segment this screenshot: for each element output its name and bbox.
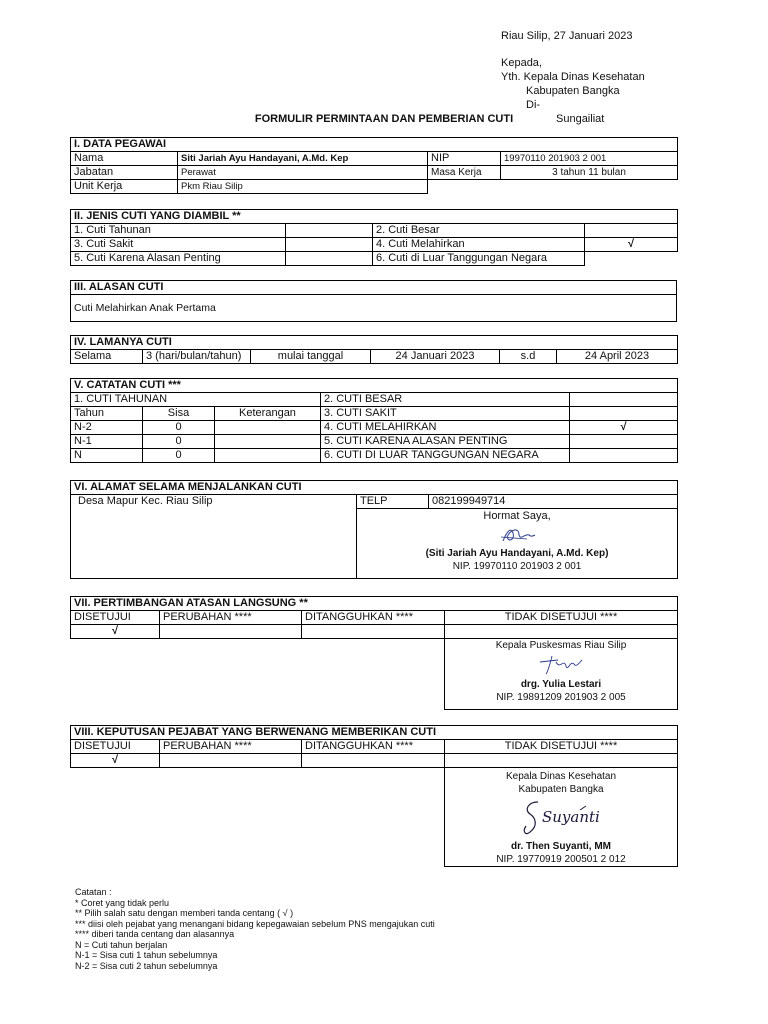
- supervisor-signature: [536, 652, 586, 678]
- section-heading: IV. LAMANYA CUTI: [71, 336, 678, 350]
- checkbox-cell[interactable]: [585, 224, 678, 238]
- section-heading: I. DATA PEGAWAI: [71, 138, 678, 152]
- leave-record-label: 2. CUTI BESAR: [321, 393, 570, 407]
- applicant-name: (Siti Jariah Ayu Handayani, A.Md. Kep): [425, 548, 609, 559]
- field-label: s.d: [500, 350, 557, 364]
- section-heading: II. JENIS CUTI YANG DIAMBIL **: [71, 210, 678, 224]
- note-line: N-1 = Sisa cuti 1 tahun sebelumnya: [75, 950, 218, 960]
- field-label: mulai tanggal: [251, 350, 371, 364]
- year-cell: N: [71, 449, 143, 463]
- leave-option: 1. Cuti Tahunan: [71, 224, 286, 238]
- table-row: [71, 435, 678, 449]
- option-header: DISETUJUI: [71, 740, 160, 754]
- official-signature: [516, 796, 606, 840]
- note-line: N = Cuti tahun berjalan: [75, 939, 168, 950]
- leave-option: 3. Cuti Sakit: [71, 238, 286, 252]
- checkbox-cell[interactable]: [160, 754, 302, 768]
- employee-nip: 19970110 201903 2 001: [501, 152, 678, 166]
- closing-text: Hormat Saya,: [483, 510, 551, 522]
- section-jenis-cuti: [70, 209, 678, 266]
- leave-record-label: 3. CUTI SAKIT: [321, 407, 570, 421]
- letter-header: [501, 29, 645, 126]
- checkbox-cell[interactable]: [445, 754, 678, 768]
- footnotes: [75, 887, 435, 971]
- duration-value: 3 (hari/bulan/tahun): [143, 350, 251, 364]
- section-lamanya-cuti: [70, 335, 678, 364]
- start-date: 24 Januari 2023: [371, 350, 500, 364]
- column-header: Keterangan: [215, 407, 321, 421]
- year-cell: N-1: [71, 435, 143, 449]
- recipient-line: Di-: [526, 99, 541, 111]
- checkbox-cell[interactable]: [302, 754, 445, 768]
- employee-unit: Pkm Riau Silip: [178, 180, 428, 194]
- official-signature-block: [445, 768, 678, 867]
- official-nip: NIP. 19770919 200501 2 012: [496, 854, 626, 865]
- leave-reason: Cuti Melahirkan Anak Pertama: [71, 295, 677, 322]
- remaining-cell: 0: [143, 421, 215, 435]
- field-label: TELP: [357, 495, 429, 509]
- option-header: DISETUJUI: [71, 611, 160, 625]
- note-line: Catatan :: [75, 887, 112, 897]
- note-line: * Coret yang tidak perlu: [75, 897, 170, 908]
- column-header: Sisa: [143, 407, 215, 421]
- section-keputusan: [70, 725, 678, 867]
- section-catatan-cuti: [70, 378, 678, 463]
- year-cell: N-2: [71, 421, 143, 435]
- official-name: dr. Then Suyanti, MM: [511, 841, 612, 852]
- official-role: Kepala Dinas Kesehatan: [505, 771, 617, 782]
- note-line: N-2 = Sisa cuti 2 tahun sebelumnya: [75, 960, 218, 971]
- recipient-line: Yth. Kepala Dinas Kesehatan: [501, 71, 645, 83]
- option-header: PERUBAHAN ****: [160, 740, 302, 754]
- leave-record-label: 1. CUTI TAHUNAN: [71, 393, 321, 407]
- field-label: Selama: [71, 350, 143, 364]
- applicant-nip: NIP. 19970110 201903 2 001: [452, 561, 582, 572]
- field-label: Unit Kerja: [71, 180, 178, 194]
- employee-position: Perawat: [178, 166, 428, 180]
- supervisor-signature-block: [445, 639, 678, 710]
- section-alamat: [70, 480, 678, 579]
- table-row: [71, 421, 678, 435]
- leave-option: 2. Cuti Besar: [373, 224, 585, 238]
- check-mark: √: [570, 421, 678, 435]
- leave-record-label: 5. CUTI KARENA ALASAN PENTING: [321, 435, 570, 449]
- place-date: Riau Silip, 27 Januari 2023: [501, 30, 633, 42]
- option-header: TIDAK DISETUJUI ****: [445, 611, 678, 625]
- checkbox-cell[interactable]: [445, 625, 678, 639]
- applicant-signature: [497, 523, 537, 547]
- field-label: Jabatan: [71, 166, 178, 180]
- section-heading: VI. ALAMAT SELAMA MENJALANKAN CUTI: [71, 481, 678, 495]
- remaining-cell: 0: [143, 449, 215, 463]
- remaining-cell: 0: [143, 435, 215, 449]
- employee-tenure: 3 tahun 11 bulan: [501, 166, 678, 180]
- leave-record-label: 6. CUTI DI LUAR TANGGUNGAN NEGARA: [321, 449, 570, 463]
- section-heading: VIII. KEPUTUSAN PEJABAT YANG BERWENANG MEMBERIKAN CUTI: [71, 726, 678, 740]
- leave-record-label: 4. CUTI MELAHIRKAN: [321, 421, 570, 435]
- phone-number: 082199949714: [429, 495, 678, 509]
- check-mark[interactable]: √: [71, 625, 160, 639]
- section-heading: III. ALASAN CUTI: [71, 281, 677, 295]
- option-header: TIDAK DISETUJUI ****: [445, 740, 678, 754]
- option-header: DITANGGUHKAN ****: [302, 611, 445, 625]
- table-row: [71, 449, 678, 463]
- column-header: Tahun: [71, 407, 143, 421]
- checkbox-cell[interactable]: [160, 625, 302, 639]
- option-header: PERUBAHAN ****: [160, 611, 302, 625]
- field-label: NIP: [428, 152, 501, 166]
- field-label: Nama: [71, 152, 178, 166]
- supervisor-name: drg. Yulia Lestari: [520, 679, 602, 690]
- leave-option: 6. Cuti di Luar Tanggungan Negara: [373, 252, 585, 266]
- field-label: Masa Kerja: [428, 166, 501, 180]
- note-line: ** Pilih salah satu dengan memberi tanda centang ( √ ): [75, 908, 294, 918]
- check-mark[interactable]: √: [585, 238, 678, 252]
- section-heading: VII. PERTIMBANGAN ATASAN LANGSUNG **: [71, 597, 678, 611]
- option-header: DITANGGUHKAN ****: [302, 740, 445, 754]
- section-heading: V. CATATAN CUTI ***: [71, 379, 678, 393]
- supervisor-role: Kepala Puskesmas Riau Silip: [495, 640, 627, 651]
- official-role: Kabupaten Bangka: [518, 784, 604, 795]
- recipient-line: Sungailiat: [556, 113, 605, 125]
- section-data-pegawai: [70, 137, 678, 194]
- leave-address: Desa Mapur Kec. Riau Silip: [71, 495, 357, 579]
- recipient-label: Kepada,: [501, 57, 542, 69]
- leave-option: 5. Cuti Karena Alasan Penting: [71, 252, 286, 266]
- section-alasan-cuti: [70, 280, 677, 322]
- checkbox-cell[interactable]: [286, 224, 373, 238]
- section-pertimbangan: [70, 596, 678, 710]
- checkbox-cell[interactable]: [286, 252, 373, 266]
- leave-option: 4. Cuti Melahirkan: [373, 238, 585, 252]
- applicant-signature-block: [357, 509, 678, 579]
- note-line: **** diberi tanda centang dan alasannya: [75, 929, 235, 939]
- form-title: FORMULIR PERMINTAAN DAN PEMBERIAN CUTI: [254, 113, 514, 125]
- check-mark[interactable]: √: [71, 754, 160, 768]
- recipient-line: Kabupaten Bangka: [526, 85, 620, 97]
- checkbox-cell[interactable]: [286, 238, 373, 252]
- supervisor-nip: NIP. 19891209 201903 2 005: [496, 692, 626, 703]
- note-line: *** diisi oleh pejabat yang menangani bidang kepegawaian sebelum PNS mengajukan cuti: [75, 918, 435, 929]
- signature-text: Suyanti: [542, 808, 600, 826]
- employee-name: Siti Jariah Ayu Handayani, A.Md. Kep: [178, 152, 428, 166]
- end-date: 24 April 2023: [557, 350, 678, 364]
- checkbox-cell[interactable]: [302, 625, 445, 639]
